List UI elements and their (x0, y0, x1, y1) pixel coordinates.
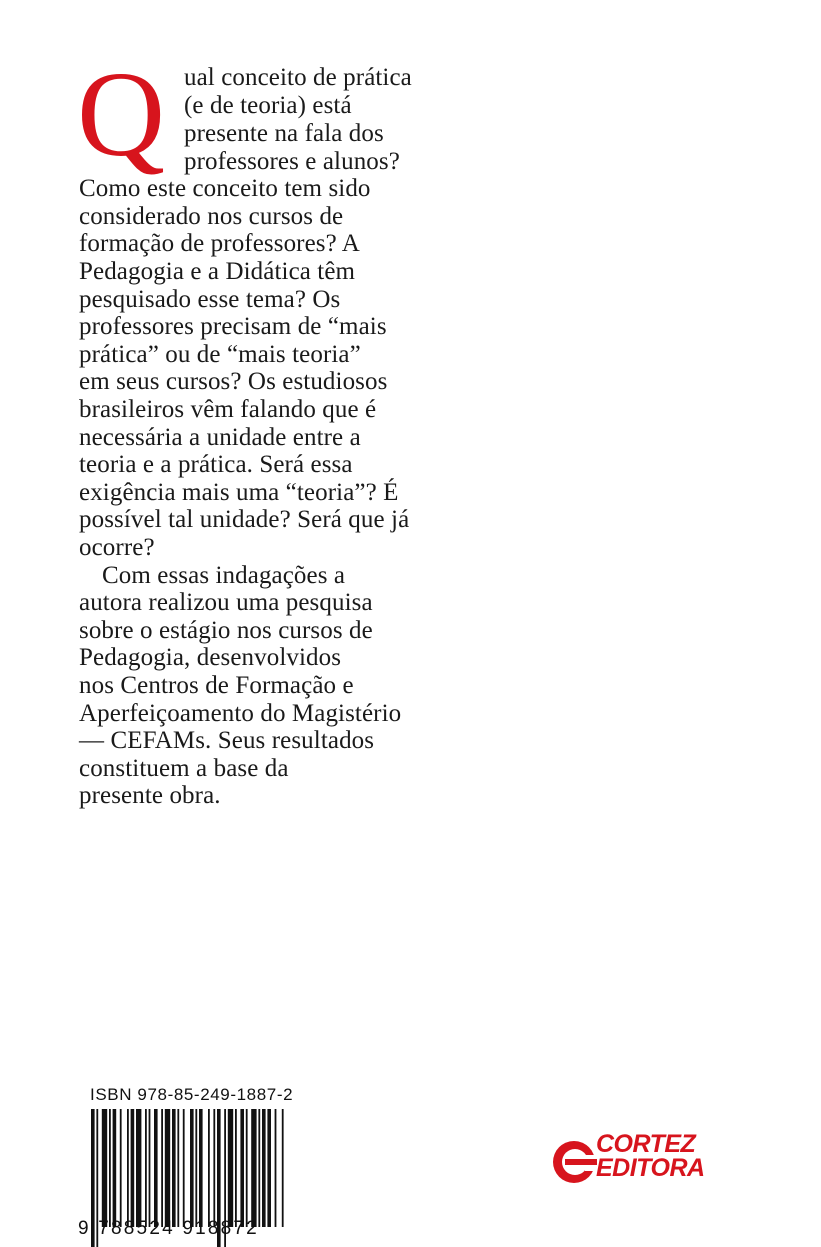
barcode-bar (258, 1109, 260, 1227)
barcode-bar (172, 1109, 176, 1227)
barcode-bar (102, 1109, 107, 1227)
blurb-line: presente obra. (79, 782, 221, 809)
drop-cap: Q (77, 47, 166, 182)
barcode-bar (131, 1109, 135, 1227)
barcode-bar (251, 1109, 256, 1227)
blurb-line: em seus cursos? Os estudiosos (79, 368, 388, 395)
barcode-bar (275, 1109, 277, 1227)
barcode-bar (235, 1109, 237, 1227)
blurb-line: prática” ou de “mais teoria” (79, 341, 361, 368)
blurb-line: autora realizou uma pesquisa (79, 589, 373, 616)
blurb-line: possível tal unidade? Será que já (79, 506, 410, 533)
barcode-bar (113, 1109, 117, 1227)
barcode-bar (199, 1109, 203, 1227)
barcode-bar (190, 1109, 194, 1227)
barcode-bar (267, 1109, 271, 1227)
blurb-line: formação de professores? A (79, 230, 360, 257)
barcode-bar (262, 1109, 266, 1227)
barcode-bar (177, 1109, 179, 1227)
barcode-bar (183, 1109, 185, 1227)
blurb-line: exigência mais uma “teoria”? É (79, 479, 399, 506)
barcode-bar (282, 1109, 284, 1227)
barcode-bar (136, 1109, 141, 1227)
barcode-bar (208, 1109, 210, 1227)
barcode-bar (240, 1109, 244, 1227)
blurb-line: ocorre? (79, 534, 155, 561)
barcode-bar (154, 1109, 158, 1227)
barcode-digits: 9 788524 918872 (78, 1218, 259, 1239)
barcode-bar (228, 1109, 233, 1227)
blurb-line: Pedagogia e a Didática têm (79, 258, 356, 285)
barcode-bar (195, 1109, 197, 1227)
blurb-line: constituem a base da (79, 755, 289, 782)
barcode-bar (120, 1109, 122, 1227)
publisher-name-line1: CORTEZ (596, 1130, 696, 1158)
blurb-line: (e de teoria) está (184, 92, 352, 119)
blurb-line: Com essas indagações a (102, 562, 346, 589)
blurb-line: Aperfeiçoamento do Magistério (79, 700, 402, 727)
publisher-name-line2: EDITORA (596, 1154, 705, 1182)
cortez-emblem-icon (551, 1139, 597, 1185)
barcode-bar (213, 1109, 215, 1227)
barcode-bar (165, 1109, 170, 1227)
blurb-line: presente na fala dos (184, 120, 384, 147)
blurb-line: pesquisado esse tema? Os (79, 286, 341, 313)
blurb-line: sobre o estágio nos cursos de (79, 617, 373, 644)
blurb-line: ual conceito de prática (184, 64, 412, 91)
barcode-bar (145, 1109, 147, 1227)
blurb-line: teoria e a prática. Será essa (79, 451, 353, 478)
isbn-number: ISBN 978-85-249-1887-2 (90, 1085, 294, 1104)
barcode-bar (109, 1109, 111, 1227)
barcode-bar (161, 1109, 163, 1227)
blurb-line: Pedagogia, desenvolvidos (79, 644, 342, 671)
barcode-bar (149, 1109, 151, 1227)
blurb-line: professores e alunos? (184, 148, 400, 175)
blurb-line: — CEFAMs. Seus resultados (79, 727, 375, 754)
blurb-line: considerado nos cursos de (79, 203, 344, 230)
barcode-bar (246, 1109, 248, 1227)
publisher-logo (551, 1130, 711, 1190)
blurb-line: necessária a unidade entre a (79, 424, 361, 451)
blurb-line: nos Centros de Formação e (79, 672, 354, 699)
blurb-line: professores precisam de “mais (79, 313, 387, 340)
barcode-bar (127, 1109, 129, 1227)
blurb-line: Como este conceito tem sido (79, 175, 371, 202)
blurb-line: brasileiros vêm falando que é (79, 396, 377, 423)
